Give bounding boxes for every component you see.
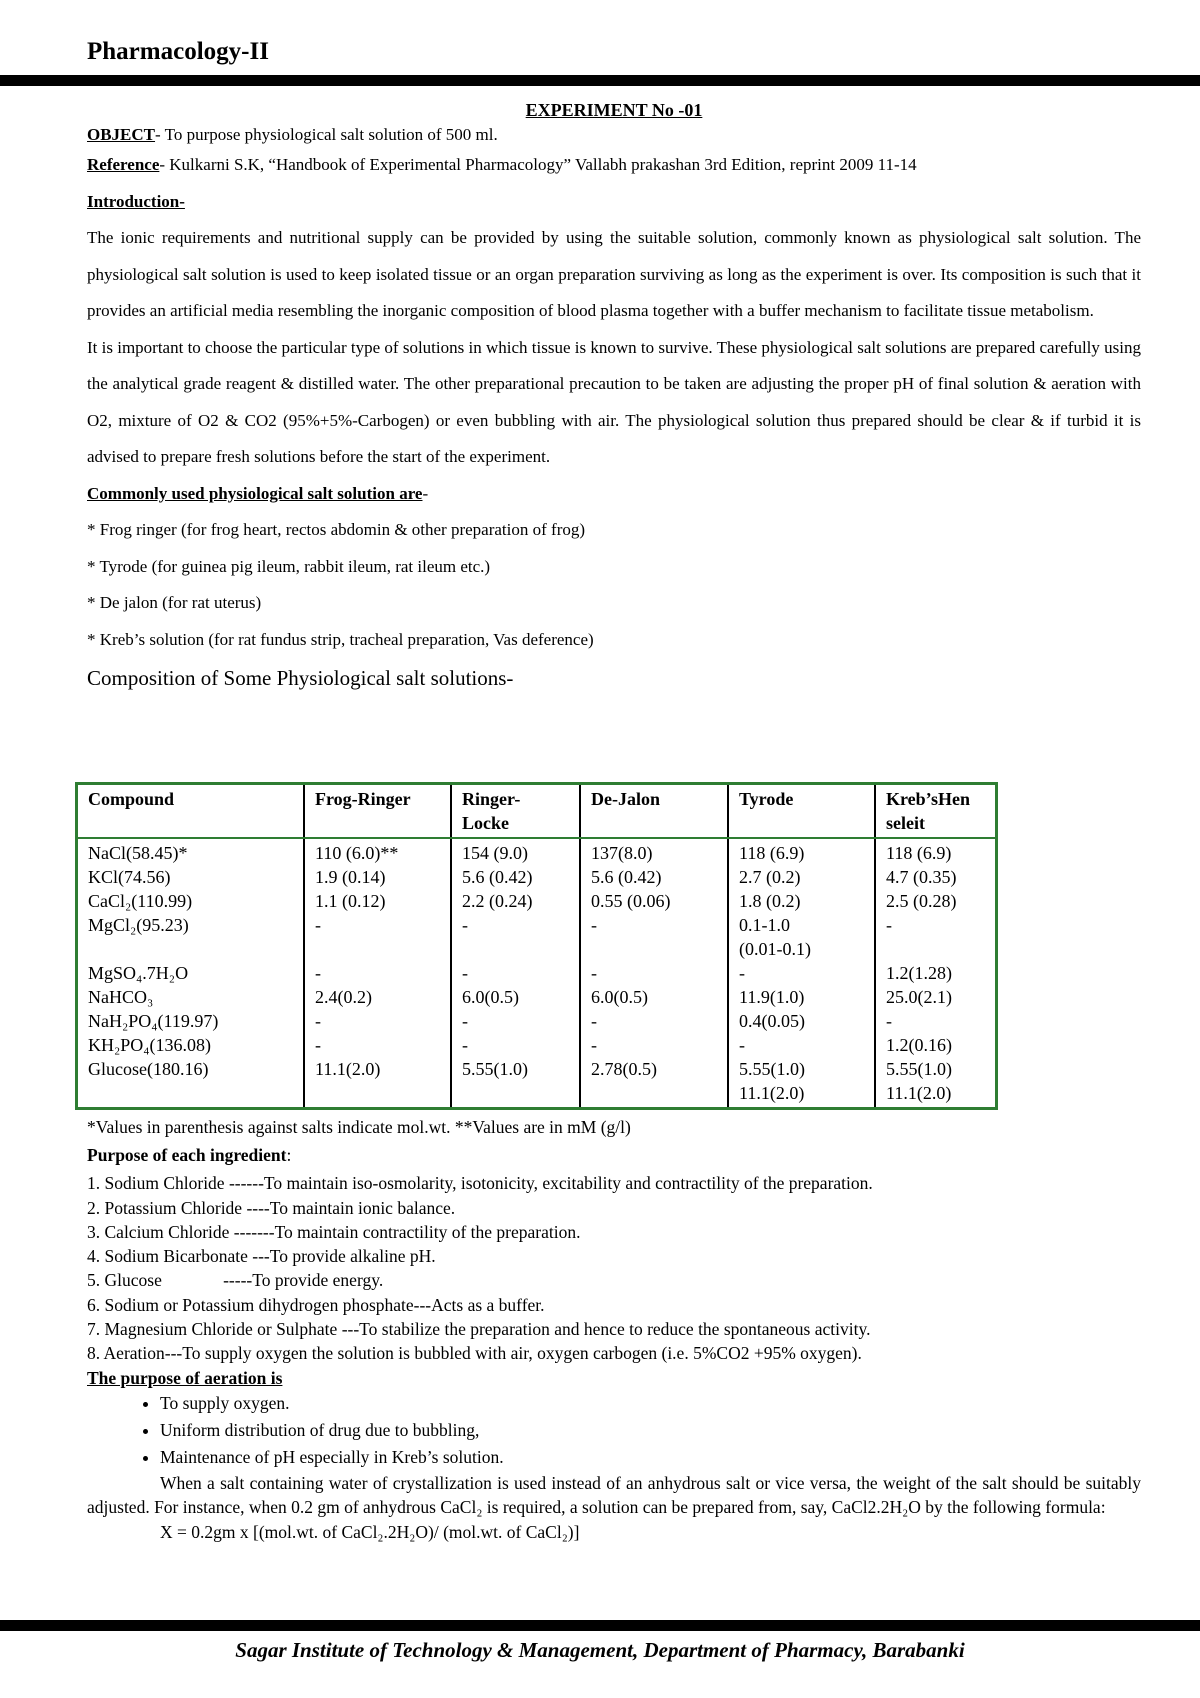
object-text: - To purpose physiological salt solution of 500 ml. [155,125,498,144]
table-footnote: *Values in parenthesis against salts indicate mol.wt. **Values are in mM (g/l) [87,1117,631,1137]
common-solutions-label: Commonly used physiological salt solution are [87,483,423,503]
purpose-item: 1. Sodium Chloride ------To maintain iso-osmolarity, isotonicity, excitability and contractility of the preparation. [87,1173,873,1194]
header-frog-ringer: Frog-Ringer [304,784,451,839]
introduction-paragraph-2: It is important to choose the particular type of solutions in which tissue is known to survive. These physiological salt solutions are prepared carefully using the analytical grade reagent & distilled water. The other preparational precaution to be taken are adjusting the proper pH of final solution & aeration with O2, mixture of O2 & CO2 (95%+5%-Carbogen) or even bubbling with air. The physiological solution thus prepared should be clear & if turbid it is advised to prepare fresh solutions before the start of the experiment. [87,337,1141,466]
col-de-jalon-values: 137(8.0) 5.6 (0.42) 0.55 (0.06) - - 6.0(0.5) - - 2.78(0.5) [580,838,728,1109]
aeration-heading: The purpose of aeration is [87,1367,283,1388]
introduction-heading: Introduction- [87,191,185,211]
aeration-item: • Uniform distribution of drug due to bubbling, [160,1417,1141,1444]
col-krebs-values: 118 (6.9) 4.7 (0.35) 2.5 (0.28) - 1.2(1.28) 25.0(2.1) - 1.2(0.16) 5.55(1.0) 11.1(2.0) [875,838,997,1109]
common-solutions-dash: - [422,483,429,503]
purpose-item: 2. Potassium Chloride ----To maintain ionic balance. [87,1197,456,1218]
purpose-item: 7. Magnesium Chloride or Sulphate ---To stabilize the preparation and hence to reduce the spontaneous activity. [87,1319,871,1340]
notes-section [87,1115,1141,1544]
reference-text: - Kulkarni S.K, “Handbook of Experimental Pharmacology” Vallabh prakashan 3rd Edition, reprint 2009 11-14 [159,155,917,174]
experiment-body [87,98,1141,694]
purpose-item: 6. Sodium or Potassium dihydrogen phosphate---Acts as a buffer. [87,1294,545,1315]
table-body-row [77,838,997,1109]
aeration-item: • To supply oxygen. [160,1390,1141,1417]
reference-label: Reference [87,155,160,174]
col-ringer-locke-values: 154 (9.0) 5.6 (0.42) 2.2 (0.24) - - 6.0(0.5) - - 5.55(1.0) [451,838,580,1109]
purpose-heading [87,1139,1141,1171]
col-tyrode-values: 118 (6.9) 2.7 (0.2) 1.8 (0.2) 0.1-1.0 (0.01-0.1) - 11.9(1.0) 0.4(0.05) - 5.55(1.0) 11.1(2.0) [728,838,875,1109]
purpose-item: 3. Calcium Chloride -------To maintain contractility of the preparation. [87,1221,581,1242]
header-ringer-locke: Ringer- Locke [451,784,580,839]
introduction-paragraph-1: The ionic requirements and nutritional supply can be provided by using the suitable solution, commonly known as physiological salt solution. The physiological salt solution is used to keep isolated tissue or an organ preparation surviving as long as the experiment is over. Its composition is such that it provides an artificial media resembling the inorganic composition of blood plasma together with a buffer mechanism to facilitate tissue metabolism. [87,228,1141,320]
header-de-jalon: De-Jalon [580,784,728,839]
common-item-krebs: * Kreb’s solution (for rat fundus strip, tracheal preparation, Vas deference) [87,629,594,649]
reference-line [87,147,1141,184]
footer-rule [0,1620,1200,1631]
hydrate-paragraph: When a salt containing water of crystallization is used instead of an anhydrous salt or vice versa, the weight of the salt should be suitably adjusted. For instance, when 0.2 gm of anhydrous CaCl₂ is required, a solution can be prepared from, say, CaCl2.2H₂O by the following formula: [87,1472,1141,1518]
common-solutions-heading [87,476,1141,513]
purpose-label: Purpose of each ingredient [87,1145,287,1166]
col-compound-values: NaCl(58.45)* KCl(74.56) CaCl₂(110.99) MgCl₂(95.23) MgSO₄.7H₂O NaHCO₃ NaH₂PO₄(119.97) KH₂PO₄(136.08) Glucose(180.16) [88,843,219,1079]
common-item-de-jalon: * De jalon (for rat uterus) [87,593,262,612]
composition-table [75,782,998,1110]
footer-institution: Sagar Institute of Technology & Management, Department of Pharmacy, Barabanki [235,1638,965,1662]
page-header-title: Pharmacology-II [87,38,269,65]
header-rule [0,75,1200,86]
col-frog-ringer-values: 110 (6.0)** 1.9 (0.14) 1.1 (0.12) - - 2.4(0.2) - - 11.1(2.0) [304,838,451,1109]
purpose-item: 5. Glucose -----To provide energy. [87,1270,384,1291]
object-line [87,122,1141,147]
common-item-tyrode: * Tyrode (for guinea pig ileum, rabbit ileum, rat ileum etc.) [87,556,491,576]
table-header-row [77,784,997,839]
object-label: OBJECT [87,125,156,144]
header-krebs: Kreb’sHen seleit [875,784,997,839]
purpose-item: 8. Aeration---To supply oxygen the solution is bubbled with air, oxygen carbogen (i.e. 5%CO2 +95% oxygen). [87,1343,862,1364]
header-compound: Compound [77,784,305,839]
purpose-colon: : [286,1145,292,1166]
experiment-title: EXPERIMENT No -01 [525,100,703,120]
composition-heading: Composition of Some Physiological salt solutions- [87,666,514,690]
aeration-list [87,1390,1141,1471]
aeration-item: • Maintenance of pH especially in Kreb’s solution. [160,1444,1141,1471]
formula-line: X = 0.2gm x [(mol.wt. of CaCl₂.2H₂O)/ (mol.wt. of CaCl₂)] [160,1521,580,1542]
purpose-item: 4. Sodium Bicarbonate ---To provide alkaline pH. [87,1246,436,1267]
common-item-frog-ringer: * Frog ringer (for frog heart, rectos abdomin & other preparation of frog) [87,520,586,539]
header-tyrode: Tyrode [728,784,875,839]
